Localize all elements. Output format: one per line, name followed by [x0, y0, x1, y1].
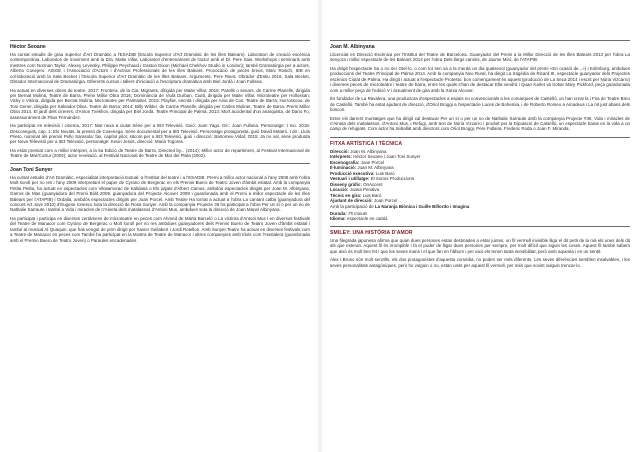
section-rule: [10, 163, 310, 164]
credit-row: Tècnic en gira: Luis Baró: [330, 192, 382, 198]
bio-paragraph: Ha cursat estudis de grau superior d'Art Dramàtic a l'ESADIB (Escola Superior d'Art Dramàtic de les Illes Balears). Laboratori de creació escènica contemporània, Laboratori de moviment amb la Dra. Maite Villar, Laboratori d'entrenament de l'actor amb el Dr. Pere Sais. Workshops i seminaris amb mestres com Norman Taylor, Alexey Levinsky, Philippe Peychaud i Gaston Dixon (Michael Chekhov Studio in London); també Dramatúrgia per a actors, Alberto Conejero. AISGE i l'Associació d'Actors i d'Actrius Professionals de les Illes Balears. Provocació de peces breus, Marc Rosich, IEB en col·laboració amb la Sala Becket i l'Escola Superior d'Art Dramàtic de les Illes Balears. Arguments, Pere Riera. Obrador d'Estiu 2016, Sala Becket, Obrador Internacional de Dramatúrgia. Diferents cursos i tallers d'iniciació a l'escriptura dramàtica amb Biel Jordà i Joan Fullana.: [10, 52, 310, 85]
bio-paragraph: Ha cursat estudis d'Art Dramàtic, especialitat interpretació textual, a l'Institut del teatre i a l'ESADIB. Premi a millor actor nacional a l'any 2008 amb l'obra Molt soroll per no res i l'any 2009 interpretant el paper de Cyrano de Bergerac en els Premis Buero de Teatro Joven d'àmbit estatal. Amb la companyia Petita Petita, ha actuat en espectacles com Vikwamorac de Kalidasa o Els jutjats d'Albert Camus, ambdós espectacles dirigits per Joan M. Albinyana, Garros de Mas (guanyadora del Premi Bòlit 2009, guanyadora del Projecte Alcover 2009 i guardonada amb el Premi a millor espectacle de les Illes Balears per l'ATAPIB) i Ordalia, ambdós espectacles dirigits per Joan Porcel. Amb Teatre Ha tornat a actuat a l'obra La cantant calba (guanyadora del concurs Art Jove 2010) d'Eugene Ionesco sota la direcció de Rosa Sunyer. Amb la companyia Projecte 36 ha participat a l'obra Per un sí o per un no de Nathalie Sarraute i també a Vida i miracles de n'Aineta dels matalassos d'Antoni Mus, ambdues sota la direcció de Joan Manel Albinyana.: [10, 174, 310, 213]
credit-row: Locució: Joana Penalva: [330, 187, 380, 193]
section-rule: [330, 137, 630, 138]
bio-paragraph: Ha estat premiat com a millor intèrpret, a la 5a Edició de Teatre de Barra, Directed by... (2014); Millor actor de repartiment, al Festival Internacional de Teatre de Mar/CoSur (2002); actor revelació, al Festival Nacional de Teatre de Mar del Plata (2002).: [10, 148, 310, 159]
section-rule: [330, 40, 630, 41]
synopsis-heading: SMILEY: UNA HISTÒRIA D'AMOR: [330, 229, 413, 236]
section-rule: [330, 226, 630, 227]
credit-row: Il·luminació: Joan M. Albinyana: [330, 165, 394, 171]
credit-row: Producció executiva: Luis Baró: [330, 170, 395, 176]
page-gutter: [318, 0, 322, 452]
bio-heading-joan-toni: Joan Toni Sunyer: [10, 166, 53, 173]
bio-paragraph: Llicenciat en Direcció Escènica per l'Institut del Teatre de Barcelona. Guanyador del Premi a la Millor Direcció de les Illes Balears 2013 per l'obra La senyora i millor espectacle de les Balears 2014 per l'obra Dels llargs camins, de Jaume Miró, de l'ATAPIB.: [330, 52, 630, 63]
credit-row: Disseny gràfic: OnAccent: [330, 181, 383, 187]
section-rule: [10, 40, 310, 41]
synopsis-paragraph: Una filegrada japonesa afirma que quan dues persones estan destinades a estar juntes, un fil vermell invisible lliga el dit petit de la mà els unes dels dit als que esteran. Aquest fil és irrompible i fa el poder de lligar dues persones per sempre, per molt difícil que siguin les coses. Aquest fil també sabem que això és molt ben fet i que les seves mans i el que fan en l'àlbum i per aixó els tenen tanta sensibilitat, però amb aquesta i en un sentit.: [330, 237, 630, 254]
credit-row: Vestuari i utillatge: El Somni Produccions: [330, 176, 415, 182]
bio-paragraph: Ha participat i participa en diverses certàmens de microteatre en peces com Ahmed de Marta Barceló o La víctima d'Antoni Mus i en diversos festivals del Teatre de Manacor com Cyrano de Bergerac o Molt soroll per no res ambdues guanyadores dels Premis Buero de Teatro Joven d'àmbit estatal i també al musical Al Quaquin, que has vengut de prim dirigit per Xavier Geilabert i Jordi Rotellon. Amb Sunyer.Teatre ha actuat en diverses festivals com a Teatre de Manacor en peces com També ha participat en la Mostra de Teatre de Manacor i altres companyies amb títols com l'Hostalera (guardonada amb el Premio Buero de Teatro Joven) o Paraules encadenades.: [10, 215, 310, 243]
credits-heading: FITXA ARTÍSTICA I TÈCNICA: [330, 140, 403, 147]
language-row: Idioma: espectacle en català: [330, 216, 388, 222]
bio-heading-hector: Hèctor Seoane: [10, 44, 46, 50]
bio-paragraph: Ha dirigit l'espectacle Sa o no ser Otel·lo, o com tot sen va a la merda un dia qualsevol (guanyador del premi «En ocasió de...») i Edimburg, ambdues produccions del Teatre Principal de Palma 2014. Amb la companyia Neo Rural, ha dirigit La tragèdia de Ricard III, espectacle guanyador dels Projectes escènics Ciutat de Palma. Ha dirigit i actuat a l'espectacle Protesto: bon començament és aquest (producció de La Seca 2014 i escrit per Núria Vizcarro) i diverses peces de microteatre i teatre de barra, entre les quals s'han de destacar Ella vendrà i Quan Karlet va trobar Mary Pickford, peça guardonada com a millor peça de l'edició V i actualment de gira amb la Xarxa Alcover.: [330, 66, 630, 93]
top-margin: [330, 0, 630, 40]
credit-row: Escenografia: Joan Porcel: [330, 159, 385, 165]
synopsis-paragraph: Àlex i Bruno són molt senzills, els dos protagonistes d'aquesta comèdia, no poden ser més diferents. Les seves diferències semblen insalvables, i les seves personalitats antagòniques, però ho vulguin o no, estan units per aquest fil vermell, per més que sovint vulguin trencar-lo.: [330, 257, 630, 268]
bio-paragraph: És fundador de La Ravalera, una productora d'espectacles a espais no convencionals a les comarques de Castelló, on han creat la i Fira de Teatre Breu de Castelló. També ha estat ajudant de direcció, d'Oriol Broggi a l'espectacle Luces de Bohemia, i de Roberto Romeo a Amadeus i La nit just abans dels boscos.: [330, 96, 630, 113]
bio-paragraph: Entre els darrers muntatges que ha dirigit cal destacar Per un sí o per un no de Nathalie Sarraute amb la companyia Projecte #36, Vida i miracles de n'Aineta dels matalassos, d'Antoni Mus, i Refugi, amb text de Núria Vizcarro i produït per la Diputació de Castelló, un espectacle basat en la vida a un camp de refugiats. Com actor ha treballat amb directors com Oriol Broggi, Pere Fullana, Frederic Roda o Joan F. Miranda.: [330, 115, 630, 132]
left-page: [10, 0, 310, 452]
bio-paragraph: Ha participat en televisió i cinema, 2017: Mar nexa a ciutat Sèrie per a IB3 Televisió. Guió: Joan Yago. Dir.: Joan Fullana. Personatge: t mo. 2016: Desconeguts, cap. 1: Els Novats, la pressó de Cosenega. Sèrie documental per a IB3 Televisió. Personatge protagonista, guió David Mataró. t dir.: Lluís Prieto, nominat als premis Pello Sarasola: fax, capítol pilot, sitcom per a IB3 Televisió, guió i direcció: Bartomeu Vidal; 2015: Ja no val, sèrie produïda per Nova Televisió per a IB3 Televisió, personatge: Kevin Jesús, direcció: Maria Togores.: [10, 123, 310, 145]
top-margin: [10, 0, 310, 40]
credit-row: Amb la participació de La Naranja Biònica i Guille Billordo i Imagina: [330, 203, 470, 209]
credits-list: [330, 149, 630, 222]
credit-row: Ajudant de direcció: Joan Porcel: [330, 198, 398, 204]
credit-row: Intèrprets: Hèctor Seoane i Joan Toni Sunyer: [330, 154, 421, 160]
bio-heading-albinyana: Joan M. Albinyana: [330, 44, 375, 50]
right-page: [330, 0, 630, 452]
bio-paragraph: Ha actuat en diverses obres de teatre, 2017: Frontera, de la Cia. Migrants, dirigida per Maite Villar, 2016: Parells o senars, de Carme Planells, dirigida per Bernat Molina, Teatre de Barra, Premi Millor Obra 2016; Dominància de Violà Durban, Ciutti, dirigida per Maite Villar, Microteatre per Hollossan; Vicky o Vitòria, dirigida per Bernat Molina, Microteatre per Palmaster, 2015: Playfair, escrita i dirigida per Aina de Cos. Teatre de Barra; Horrossoou, de Toni Gener, dirigida per Salvador Oliva. Teatre de Barra; 2014: Billy Wilder, de Carme Planells, dirigida per Carles Molinet, Teatre de Barra, Premi Millor Obra 2014, El jardí dels cirerers, d'Anton Txèkhov, dirigida per Biel Jordà. Teatre Principal de Palma, 2013: Mort accidental d'un anarquista, de Dario Fo, assessorament de Pitus Fernández.: [10, 87, 310, 120]
duration-row: Durada: 75 minuts: [330, 210, 368, 216]
credit-row: Direcció: Joan M. Albinyana: [330, 148, 387, 154]
